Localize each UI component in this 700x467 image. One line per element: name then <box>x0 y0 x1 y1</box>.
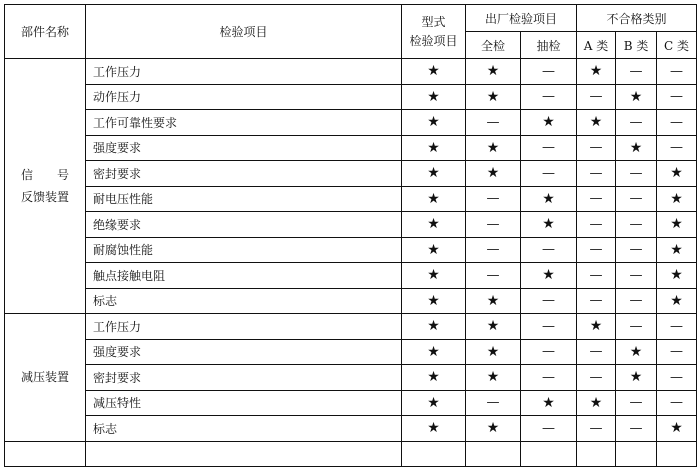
table-body <box>5 59 697 467</box>
inspection-item-cell: 密封要求 <box>86 161 402 187</box>
class-c-cell-star-icon: ★ <box>657 161 697 187</box>
sampling-cell-dash: — <box>521 84 577 110</box>
class-b-cell-star-icon: ★ <box>616 135 657 161</box>
sampling-cell-dash: — <box>521 288 577 314</box>
class-a-cell-dash: — <box>577 135 616 161</box>
class-b-cell-dash: — <box>616 288 657 314</box>
inspection-item-cell: 绝缘要求 <box>86 212 402 238</box>
full-inspection-cell-dash: — <box>466 263 521 289</box>
table-row <box>5 161 697 187</box>
table-row <box>5 365 697 391</box>
inspection-item-cell: 动作压力 <box>86 84 402 110</box>
header-inspection-item: 检验项目 <box>86 5 402 59</box>
class-b-cell-star-icon: ★ <box>616 339 657 365</box>
class-a-cell-dash: — <box>577 416 616 442</box>
inspection-item-cell: 强度要求 <box>86 135 402 161</box>
inspection-item-cell: 工作可靠性要求 <box>86 110 402 136</box>
table-row-cutoff <box>5 441 697 467</box>
inspection-item-cell: 密封要求 <box>86 365 402 391</box>
full-inspection-cell-star-icon: ★ <box>466 84 521 110</box>
sampling-cell-star-icon: ★ <box>521 212 577 238</box>
type-test-cell-star-icon: ★ <box>402 237 466 263</box>
sampling-cell-dash: — <box>521 135 577 161</box>
part-name-cell <box>5 314 86 442</box>
full-inspection-cell-star-icon: ★ <box>466 161 521 187</box>
class-a-cell-star-icon: ★ <box>577 390 616 416</box>
header-type-test-line1: 型式 <box>421 14 446 29</box>
sampling-cell-dash: — <box>521 339 577 365</box>
header-sampling: 抽检 <box>521 32 577 59</box>
class-a-cell-dash: — <box>577 339 616 365</box>
class-a-cell-star-icon: ★ <box>577 110 616 136</box>
inspection-item-cell: 触点接触电阻 <box>86 263 402 289</box>
class-c-cell-dash: — <box>657 84 697 110</box>
empty-cell <box>521 441 577 467</box>
sampling-cell-dash: — <box>521 161 577 187</box>
part-name-cell <box>5 59 86 314</box>
class-a-cell-dash: — <box>577 288 616 314</box>
inspection-item-cell: 耐电压性能 <box>86 186 402 212</box>
header-type-test-line2: 检验项目 <box>409 33 458 48</box>
table-row <box>5 416 697 442</box>
part-name-line: 信 号 <box>20 168 69 182</box>
type-test-cell-star-icon: ★ <box>402 110 466 136</box>
class-a-cell-dash: — <box>577 365 616 391</box>
part-name-line: 反馈装置 <box>20 190 69 204</box>
full-inspection-cell-dash: — <box>466 212 521 238</box>
table-header <box>5 5 697 59</box>
class-a-cell-dash: — <box>577 186 616 212</box>
full-inspection-cell-star-icon: ★ <box>466 59 521 85</box>
inspection-item-cell: 标志 <box>86 416 402 442</box>
class-b-cell-dash: — <box>616 110 657 136</box>
type-test-cell-star-icon: ★ <box>402 339 466 365</box>
type-test-cell-star-icon: ★ <box>402 263 466 289</box>
class-b-cell-star-icon: ★ <box>616 84 657 110</box>
type-test-cell-star-icon: ★ <box>402 59 466 85</box>
sampling-cell-star-icon: ★ <box>521 390 577 416</box>
class-b-cell-dash: — <box>616 59 657 85</box>
class-c-cell-star-icon: ★ <box>657 416 697 442</box>
class-b-cell-dash: — <box>616 212 657 238</box>
type-test-cell-star-icon: ★ <box>402 288 466 314</box>
table-row <box>5 59 697 85</box>
sampling-cell-dash: — <box>521 237 577 263</box>
full-inspection-cell-dash: — <box>466 110 521 136</box>
type-test-cell-star-icon: ★ <box>402 135 466 161</box>
type-test-cell-star-icon: ★ <box>402 212 466 238</box>
empty-cell <box>657 441 697 467</box>
empty-cell <box>402 441 466 467</box>
sampling-cell-star-icon: ★ <box>521 263 577 289</box>
table-row <box>5 314 697 340</box>
sampling-cell-star-icon: ★ <box>521 110 577 136</box>
class-c-cell-dash: — <box>657 110 697 136</box>
header-factory-test: 出厂检验项目 <box>466 5 577 32</box>
empty-cell <box>577 441 616 467</box>
type-test-cell-star-icon: ★ <box>402 365 466 391</box>
class-a-cell-star-icon: ★ <box>577 59 616 85</box>
full-inspection-cell-star-icon: ★ <box>466 288 521 314</box>
empty-cell <box>616 441 657 467</box>
full-inspection-cell-dash: — <box>466 186 521 212</box>
sampling-cell-dash: — <box>521 365 577 391</box>
header-class-a: A 类 <box>577 32 616 59</box>
class-a-cell-dash: — <box>577 263 616 289</box>
class-c-cell-dash: — <box>657 135 697 161</box>
full-inspection-cell-star-icon: ★ <box>466 416 521 442</box>
inspection-item-cell: 工作压力 <box>86 59 402 85</box>
table-row <box>5 110 697 136</box>
table-row <box>5 237 697 263</box>
class-c-cell-star-icon: ★ <box>657 186 697 212</box>
inspection-item-cell: 减压特性 <box>86 390 402 416</box>
class-c-cell-star-icon: ★ <box>657 212 697 238</box>
sampling-cell-dash: — <box>521 416 577 442</box>
class-c-cell-dash: — <box>657 390 697 416</box>
full-inspection-cell-dash: — <box>466 390 521 416</box>
inspection-item-cell: 标志 <box>86 288 402 314</box>
class-b-cell-dash: — <box>616 186 657 212</box>
class-b-cell-dash: — <box>616 161 657 187</box>
type-test-cell-star-icon: ★ <box>402 186 466 212</box>
inspection-item-cell: 工作压力 <box>86 314 402 340</box>
header-defect-class: 不合格类别 <box>577 5 697 32</box>
header-part-name: 部件名称 <box>5 5 86 59</box>
table-row <box>5 390 697 416</box>
full-inspection-cell-dash: — <box>466 237 521 263</box>
class-c-cell-dash: — <box>657 365 697 391</box>
class-c-cell-star-icon: ★ <box>657 263 697 289</box>
inspection-table <box>4 4 697 467</box>
class-a-cell-star-icon: ★ <box>577 314 616 340</box>
sampling-cell-dash: — <box>521 59 577 85</box>
full-inspection-cell-star-icon: ★ <box>466 339 521 365</box>
sampling-cell-dash: — <box>521 314 577 340</box>
header-type-test <box>402 5 466 59</box>
class-b-cell-dash: — <box>616 237 657 263</box>
inspection-item-cell: 强度要求 <box>86 339 402 365</box>
type-test-cell-star-icon: ★ <box>402 314 466 340</box>
type-test-cell-star-icon: ★ <box>402 416 466 442</box>
inspection-item-cell: 耐腐蚀性能 <box>86 237 402 263</box>
table-row <box>5 212 697 238</box>
type-test-cell-star-icon: ★ <box>402 161 466 187</box>
class-b-cell-dash: — <box>616 263 657 289</box>
table-row <box>5 186 697 212</box>
sampling-cell-star-icon: ★ <box>521 186 577 212</box>
full-inspection-cell-star-icon: ★ <box>466 365 521 391</box>
table-row <box>5 288 697 314</box>
class-c-cell-dash: — <box>657 339 697 365</box>
class-c-cell-dash: — <box>657 314 697 340</box>
class-c-cell-star-icon: ★ <box>657 288 697 314</box>
class-b-cell-dash: — <box>616 390 657 416</box>
class-b-cell-star-icon: ★ <box>616 365 657 391</box>
type-test-cell-star-icon: ★ <box>402 390 466 416</box>
table-row <box>5 135 697 161</box>
type-test-cell-star-icon: ★ <box>402 84 466 110</box>
full-inspection-cell-star-icon: ★ <box>466 135 521 161</box>
table-row <box>5 84 697 110</box>
table-row <box>5 263 697 289</box>
header-class-b: B 类 <box>616 32 657 59</box>
full-inspection-cell-star-icon: ★ <box>466 314 521 340</box>
class-c-cell-dash: — <box>657 59 697 85</box>
header-full-inspection: 全检 <box>466 32 521 59</box>
class-b-cell-dash: — <box>616 314 657 340</box>
class-a-cell-dash: — <box>577 212 616 238</box>
table-row <box>5 339 697 365</box>
class-a-cell-dash: — <box>577 161 616 187</box>
empty-cell <box>466 441 521 467</box>
part-name-line: 减压装置 <box>20 370 69 385</box>
class-a-cell-dash: — <box>577 84 616 110</box>
class-b-cell-dash: — <box>616 416 657 442</box>
empty-cell <box>86 441 402 467</box>
header-class-c: C 类 <box>657 32 697 59</box>
empty-cell <box>5 441 86 467</box>
class-c-cell-star-icon: ★ <box>657 237 697 263</box>
class-a-cell-dash: — <box>577 237 616 263</box>
